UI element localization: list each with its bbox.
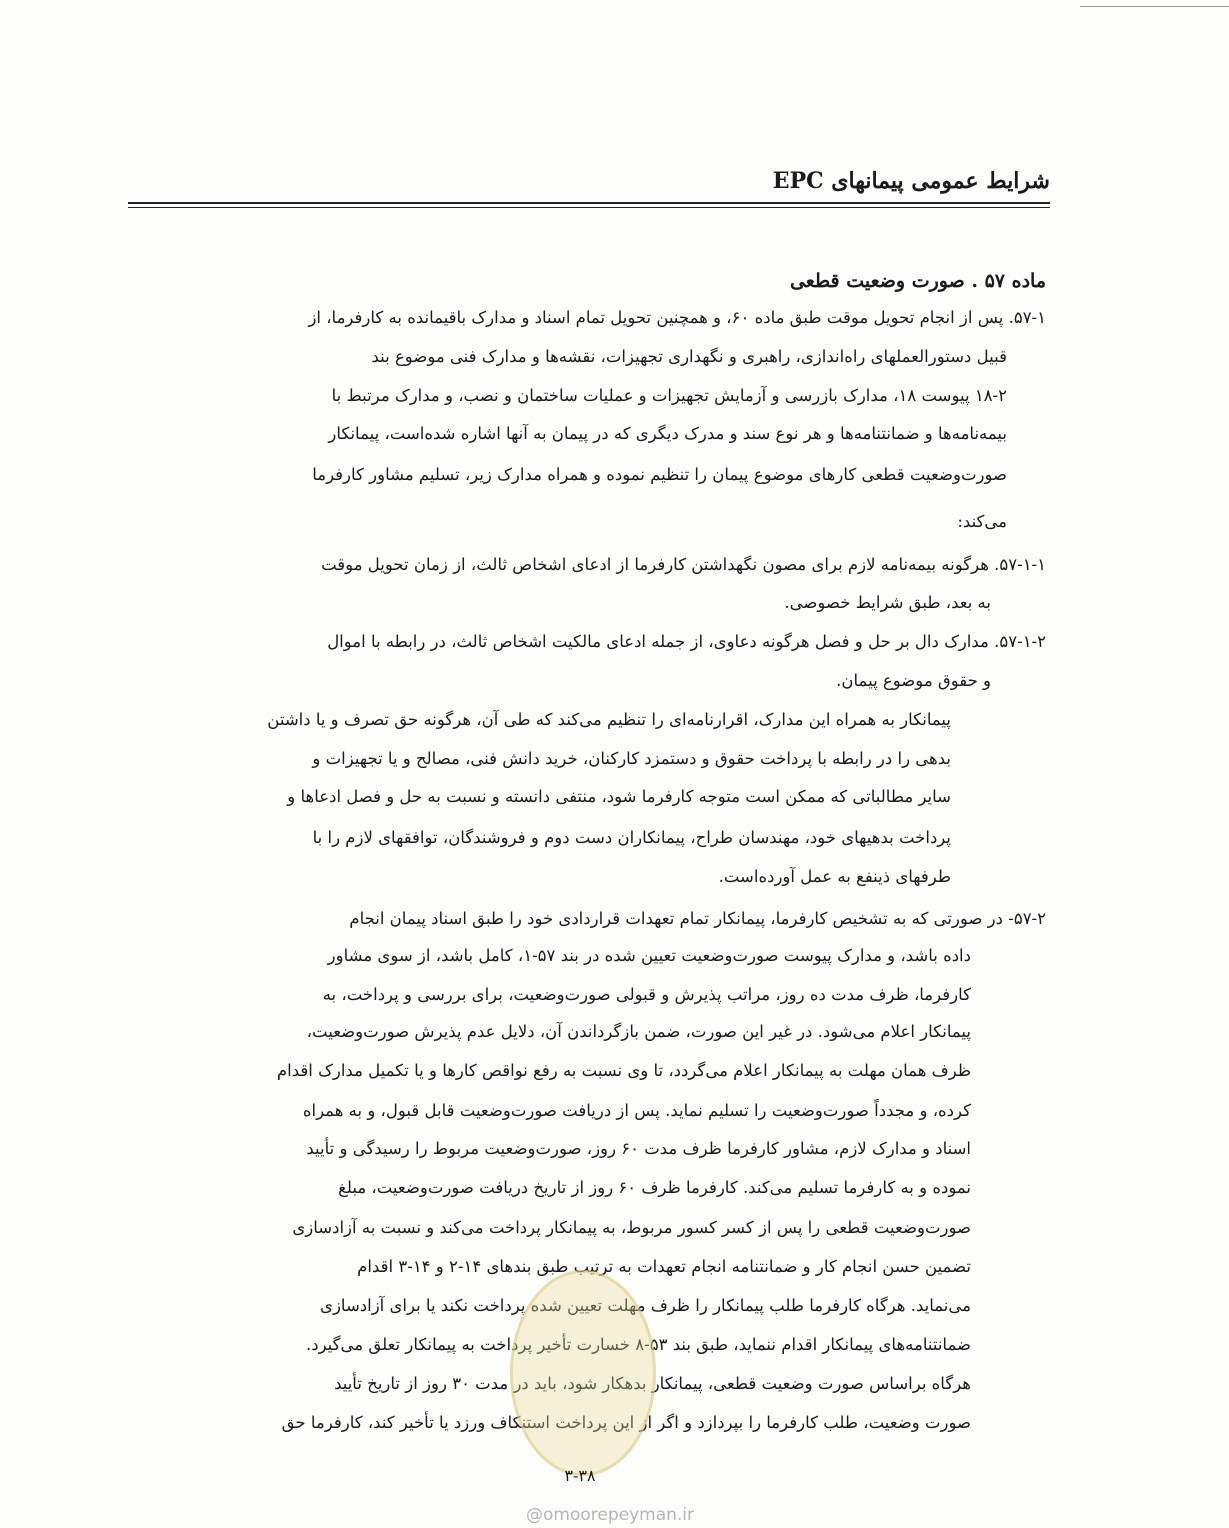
- paragraph-line: کرده، و مجدداً صورت‌وضعیت را تسلیم نماید. پس از دریافت صورت‌وضعیت قابل قبول، و به همراه: [302, 1101, 971, 1120]
- header-title: شرایط عمومی پیمانهای EPC: [772, 168, 1050, 194]
- paragraph-line: ۱۸-۲ پیوست ۱۸، مدارک بازرسی و آزمایش تجهیزات و عملیات ساختمان و نصب، و مدارک مرتبط با: [331, 386, 1007, 405]
- paragraph-line: کارفرما، ظرف مدت ده روز، مراتب پذیرش و قبولی صورت‌وضعیت، برای بررسی و پرداخت، به: [322, 985, 971, 1004]
- paragraph-line: می‌کند:: [957, 512, 1007, 531]
- paragraph-line: ضمانتنامه‌های پیمانکار اقدام ننماید، طبق بند ۵۳-۸ خسارت تأخیر پرداخت به پیمانکار تعلق می‌گیرد.: [305, 1335, 971, 1354]
- paragraph-line: به بعد، طبق شرایط خصوصی.: [784, 593, 991, 612]
- paragraph-line: و حقوق موضوع پیمان.: [836, 671, 991, 690]
- paragraph-line: نموده و به کارفرما تسلیم می‌کند. کارفرما ظرف ۶۰ روز از تاریخ دریافت صورت‌وضعیت، مبلغ: [338, 1178, 971, 1197]
- page-number: ۳-۳۸: [564, 1466, 596, 1485]
- paragraph-line: ۵۷-۱-۲. مدارک دال بر حل و فصل هرگونه دعاوی، از جمله ادعای مالکیت اشخاص ثالث، در رابطه با اموال: [327, 632, 1046, 651]
- header-rule-thick: [128, 202, 1050, 204]
- paragraph-line: صورت‌وضعیت قطعی کارهای موضوع پیمان را تنظیم نموده و همراه مدارک زیر، تسلیم مشاور کارفرما: [312, 465, 1007, 484]
- article-title: ماده ۵۷ . صورت وضعیت قطعی: [789, 270, 1046, 292]
- paragraph-line: ۵۷-۲- در صورتی که به تشخیص کارفرما، پیمانکار تمام تعهدات قراردادی خود را طبق اسناد پیمان انجام: [349, 909, 1046, 928]
- paragraph-line: سایر مطالباتی که ممکن است متوجه کارفرما شود، منتفی دانسته و نسبت به حل و فصل ادعاها و: [287, 787, 951, 806]
- paragraph-line: ۵۷-۱-۱. هرگونه بیمه‌نامه لازم برای مصون نگهداشتن کارفرما از ادعای اشخاص ثالث، از زمان تحویل موقت: [321, 555, 1046, 574]
- paragraph-line: بیمه‌نامه‌ها و ضمانتنامه‌ها و هر نوع سند و مدرک دیگری که در پیمان به آنها اشاره شده‌است، پیمانکار: [328, 424, 1007, 443]
- paragraph-line: ۵۷-۱. پس از انجام تحویل موقت طبق ماده ۶۰، و همچنین تحویل تمام اسناد و مدارک باقیمانده به کارفرما، از: [308, 308, 1046, 327]
- paragraph-line: هرگاه براساس صورت وضعیت قطعی، پیمانکار بدهکار شود، باید در مدت ۳۰ روز از تاریخ تأیید: [334, 1374, 971, 1393]
- running-header: [128, 168, 1050, 204]
- paragraph-line: پرداخت بدهیهای خود، مهندسان طراح، پیمانکاران دست دوم و فروشندگان، توافقهای لازم را با: [312, 828, 951, 847]
- header-rule-thin: [128, 207, 1050, 208]
- paragraph-line: طرفهای ذینفع به عمل آورده‌است.: [718, 867, 951, 886]
- top-edge-rule: [1080, 6, 1229, 7]
- paragraph-line: پیمانکار به همراه این مدارک، اقرارنامه‌ای را تنظیم می‌کند که طی آن، هرگونه حق تصرف و یا داشتن: [267, 710, 951, 729]
- paragraph-line: صورت‌وضعیت قطعی را پس از کسر کسور مربوط، به پیمانکار پرداخت می‌کند و نسبت به آزادسازی: [292, 1218, 971, 1237]
- paragraph-line: صورت وضعیت، طلب کارفرما را بپردازد و اگر از این پرداخت استنکاف ورزد یا تأخیر کند، کارفرما حق: [281, 1413, 971, 1432]
- watermark-url: @omoorepeyman.ir: [525, 1505, 695, 1525]
- watermark-seal: [510, 1270, 656, 1476]
- paragraph-line: بدهی را در رابطه با پرداخت حقوق و دستمزد کارکنان، خرید دانش فنی، مصالح و یا تجهیزات و: [312, 749, 951, 768]
- paragraph-line: ظرف همان مهلت به پیمانکار اعلام می‌گردد، تا وی نسبت به رفع نواقص کارها و یا تکمیل مدارک اقدام: [276, 1061, 971, 1080]
- paragraph-line: می‌نماید. هرگاه کارفرما طلب پیمانکار را ظرف مهلت تعیین شده پرداخت نکند یا برای آزادسازی: [320, 1296, 971, 1315]
- paragraph-line: داده باشد، و مدارک پیوست صورت‌وضعیت تعیین شده در بند ۵۷-۱، کامل باشد، از سوی مشاور: [327, 946, 971, 965]
- paragraph-line: اسناد و مدارک لازم، مشاور کارفرما ظرف مدت ۶۰ روز، صورت‌وضعیت مربوط را رسیدگی و تأیید: [306, 1139, 971, 1158]
- paragraph-line: تضمین حسن انجام کار و ضمانتنامه انجام تعهدات به ترتیب طبق بندهای ۱۴-۲ و ۱۴-۳ اقدام: [357, 1257, 971, 1276]
- paragraph-line: پیمانکار اعلام می‌شود. در غیر این صورت، ضمن بازگرداندن آن، دلایل عدم پذیرش صورت‌وضعیت،: [306, 1022, 971, 1041]
- paragraph-line: قبیل دستورالعملهای راه‌اندازی، راهبری و نگهداری تجهیزات، نقشه‌ها و مدارک فنی موضوع بند: [371, 347, 1007, 366]
